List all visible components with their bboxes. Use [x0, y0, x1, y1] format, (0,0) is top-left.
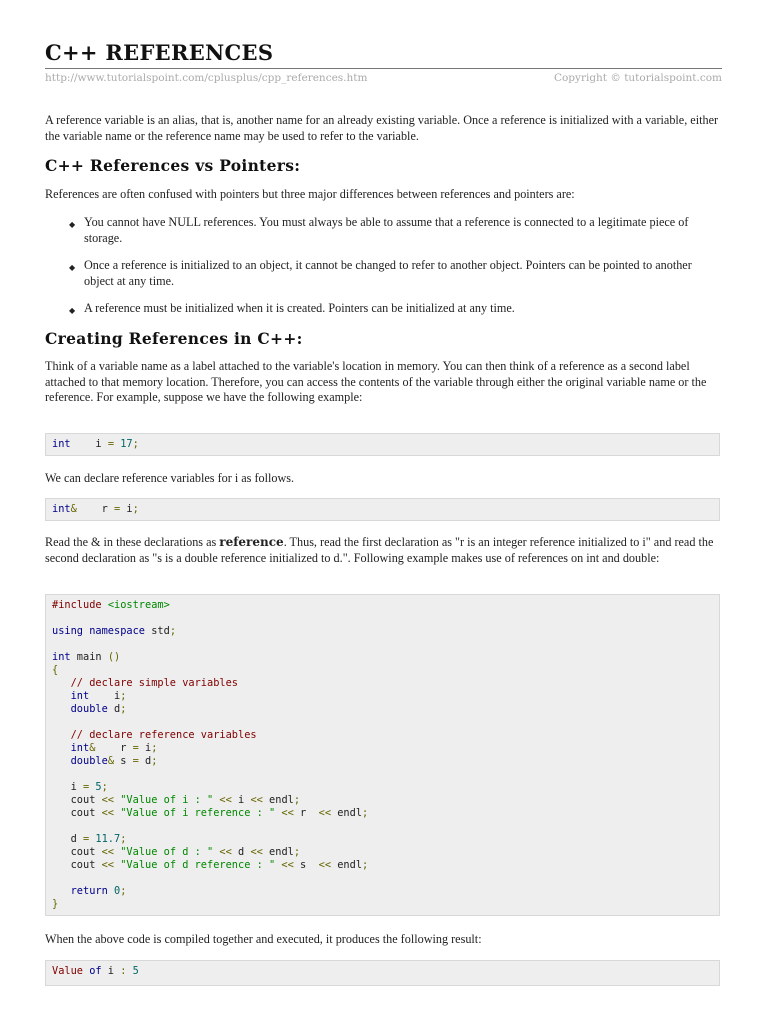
code-token: d	[52, 833, 83, 845]
code-token: "Value of i : "	[120, 794, 214, 806]
code-line	[52, 677, 713, 690]
code-line	[52, 755, 713, 768]
code-line	[52, 742, 713, 755]
code-token: int	[52, 651, 71, 663]
code-token: d	[107, 703, 121, 715]
section2-paragraph-2: We can declare reference variables for i as follows.	[45, 471, 295, 485]
code-token: d	[231, 846, 251, 858]
code-token: <<	[101, 846, 115, 858]
code-token: =	[114, 503, 121, 515]
code-token: main	[70, 651, 108, 663]
para3-text-pre: Read the & in these declarations as	[45, 535, 220, 549]
code-token: ;	[362, 807, 369, 819]
code-token: ;	[132, 503, 139, 515]
code-line	[52, 438, 713, 451]
code-line	[52, 898, 713, 911]
code-token: ;	[151, 742, 158, 754]
code-line	[52, 612, 713, 625]
code-token: <<	[101, 859, 115, 871]
code-block-example	[45, 594, 720, 916]
code-token: <<	[281, 807, 294, 819]
code-line	[52, 664, 713, 677]
code-token: "Value of d : "	[120, 846, 214, 858]
code-token	[52, 703, 71, 715]
code-line	[52, 651, 713, 664]
code-token: int	[70, 690, 90, 702]
code-token: ()	[107, 651, 121, 663]
code-line	[52, 872, 713, 885]
code-token: r	[95, 742, 133, 754]
code-token	[52, 677, 71, 689]
code-token: endl	[331, 859, 363, 871]
code-token: :	[120, 965, 127, 977]
code-token: &	[70, 503, 77, 515]
code-token: =	[83, 781, 90, 793]
page-title: C++ REFERENCES	[45, 40, 274, 65]
code-token: // declare simple variables	[70, 677, 238, 689]
code-token: =	[107, 438, 115, 450]
code-token: endl	[331, 807, 363, 819]
code-token: "Value of d reference : "	[120, 859, 276, 871]
code-token: std	[145, 625, 170, 637]
code-token: =	[83, 833, 90, 845]
code-line	[52, 729, 713, 742]
bullet-icon: ◆	[69, 306, 76, 315]
code-token: r	[293, 807, 319, 819]
code-token: <<	[250, 794, 263, 806]
code-token: int	[52, 503, 71, 515]
code-token: "Value of i reference : "	[120, 807, 276, 819]
bullet-icon: ◆	[69, 263, 76, 272]
code-line	[52, 833, 713, 846]
list-item: You cannot have NULL references. You must always be able to assume that a reference is connected to a legitimate piece of storage.	[84, 215, 689, 245]
code-block-2	[45, 498, 720, 521]
code-token: <<	[101, 807, 115, 819]
code-token: <<	[318, 807, 332, 819]
title-divider	[45, 68, 722, 69]
section1-lead: References are often confused with pointers but three major differences between references and pointers are:	[45, 187, 575, 201]
code-token: 5	[132, 965, 139, 977]
code-line	[52, 703, 713, 716]
code-line	[52, 885, 713, 898]
code-token: i	[70, 438, 108, 450]
code-token: Value	[52, 965, 83, 977]
code-token: i	[101, 965, 121, 977]
code-token: ;	[101, 781, 108, 793]
copyright-notice: Copyright © tutorialspoint.com	[553, 72, 722, 84]
code-token: i	[138, 742, 152, 754]
code-token: i	[89, 690, 121, 702]
code-line	[52, 781, 713, 794]
section2-paragraph-3	[45, 535, 725, 566]
code-token: <<	[281, 859, 294, 871]
code-token: <<	[219, 794, 232, 806]
code-line	[52, 965, 713, 978]
code-token: &	[107, 755, 115, 767]
code-token: d	[138, 755, 152, 767]
bullet-icon: ◆	[69, 220, 76, 229]
code-token: cout	[52, 846, 102, 858]
code-token: 17	[120, 438, 133, 450]
section2-paragraph-4: When the above code is compiled together and executed, it produces the following result:	[45, 932, 482, 946]
code-token: #include	[52, 599, 102, 611]
code-token: {	[52, 664, 59, 676]
code-token: <<	[318, 859, 332, 871]
code-token: endl	[262, 846, 294, 858]
code-token: ;	[169, 625, 177, 637]
code-token: ;	[293, 794, 301, 806]
code-token: i	[52, 781, 83, 793]
code-token: ;	[293, 846, 301, 858]
code-token: cout	[52, 794, 102, 806]
code-token: cout	[52, 807, 102, 819]
code-token: s	[293, 859, 319, 871]
code-token: =	[132, 742, 139, 754]
code-token: ;	[120, 885, 127, 897]
section-heading-references-vs-pointers: C++ References vs Pointers:	[45, 156, 301, 175]
code-line	[52, 625, 713, 638]
code-token: ;	[120, 690, 127, 702]
code-token: s	[114, 755, 133, 767]
code-token: return	[70, 885, 108, 897]
code-token: ;	[151, 755, 158, 767]
code-token: cout	[52, 859, 102, 871]
code-token: double	[70, 703, 108, 715]
code-line	[52, 859, 713, 872]
code-token: using	[52, 625, 83, 637]
code-token: endl	[262, 794, 294, 806]
code-token: 5	[95, 781, 102, 793]
list-item: Once a reference is initialized to an object, it cannot be changed to refer to another object. Pointers can be pointed to another object at any time.	[84, 258, 692, 288]
code-token: <<	[219, 846, 232, 858]
code-block-1	[45, 433, 720, 456]
code-token: of	[89, 965, 102, 977]
code-token: i	[120, 503, 133, 515]
code-token: ;	[120, 703, 127, 715]
code-token: }	[52, 898, 59, 910]
code-line	[52, 794, 713, 807]
source-url[interactable]: http://www.tutorialspoint.com/cplusplus/cpp_references.htm	[45, 72, 368, 84]
code-token: ;	[120, 833, 127, 845]
code-token	[52, 742, 71, 754]
code-line	[52, 716, 713, 729]
code-token: ;	[132, 438, 139, 450]
code-token: // declare reference variables	[70, 729, 257, 741]
code-line	[52, 690, 713, 703]
code-line	[52, 638, 713, 651]
code-token	[52, 690, 71, 702]
code-token: <iostream>	[107, 599, 170, 611]
section2-paragraph-1: Think of a variable name as a label attached to the variable's location in memory. You can then think of a reference as a second label attached to that memory location. Therefore, you can access the contents of the variable through either the original variable name or the reference. For example, suppose we have the following example:	[45, 359, 707, 404]
list-item: A reference must be initialized when it is created. Pointers can be initialized at any time.	[84, 301, 515, 315]
code-token	[52, 755, 71, 767]
code-token: double	[70, 755, 108, 767]
code-line	[52, 820, 713, 833]
code-block-output	[45, 960, 720, 986]
code-token: =	[132, 755, 139, 767]
code-token: 11.7	[95, 833, 121, 845]
code-token: 0	[114, 885, 121, 897]
code-token: int	[52, 438, 71, 450]
para3-text-post: . Thus, read the first declaration as "r is an integer reference initialized to i" and read the second declaration as "s is a double reference initialized to d.". Following example makes use of references on int and double:	[45, 535, 714, 565]
code-line	[52, 599, 713, 612]
code-token: namespace	[89, 625, 145, 637]
code-token: <<	[101, 794, 115, 806]
intro-paragraph: A reference variable is an alias, that is, another name for an already existing variable. Once a reference is initialized with a variable, either the variable name or the reference name may be used to refer to the variable.	[45, 113, 719, 143]
code-token: ;	[362, 859, 369, 871]
code-line	[52, 846, 713, 859]
code-line	[52, 503, 713, 516]
code-token: <<	[250, 846, 263, 858]
code-line	[52, 768, 713, 781]
code-token	[52, 729, 71, 741]
section-heading-creating-references: Creating References in C++:	[45, 329, 303, 348]
code-token: int	[70, 742, 90, 754]
code-token: &	[89, 742, 96, 754]
code-token: i	[231, 794, 251, 806]
para3-bold-term: reference	[219, 535, 284, 549]
code-token	[52, 885, 71, 897]
code-token: r	[76, 503, 115, 515]
code-line	[52, 807, 713, 820]
